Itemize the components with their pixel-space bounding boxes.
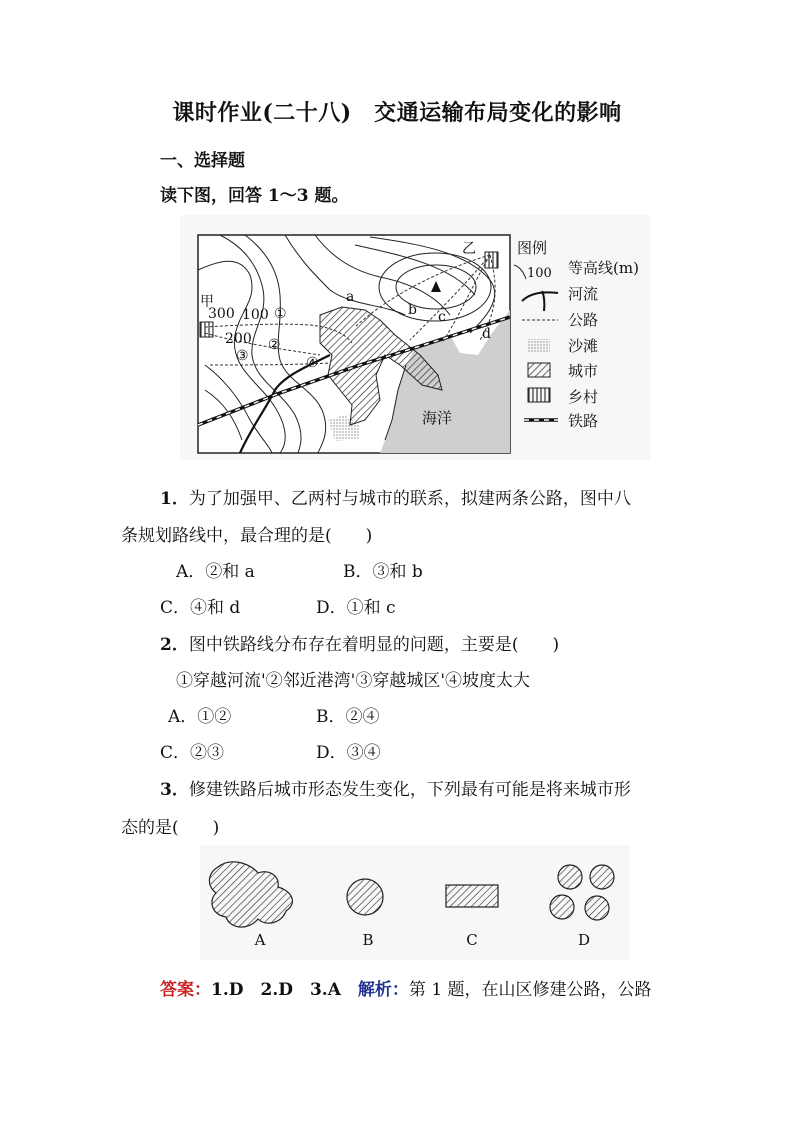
q1-option-a[interactable]: A．②和 a [176, 562, 255, 582]
label-200: 200 [225, 331, 252, 347]
legend-city: 城市 [568, 362, 599, 380]
legend-beach: 沙滩 [568, 337, 599, 355]
answer-values: 1.D 2.D 3.A [211, 980, 341, 1000]
q3-text-line2: 态的是( ) [121, 818, 220, 838]
legend-contour: 等高线(m) [568, 259, 639, 277]
label-yi: 乙 [462, 241, 476, 257]
intro-text: 读下图，回答 1～3 题。 [160, 186, 349, 206]
shape-b-circle [347, 879, 383, 915]
label-300: 300 [208, 306, 235, 322]
label-ra: a [346, 289, 355, 305]
shape-label-a: A [254, 931, 266, 949]
analysis-label: 解析： [357, 980, 409, 1000]
q2-option-a[interactable]: A．①② [168, 707, 232, 727]
legend-road: 公路 [568, 311, 599, 329]
q2-line1 [160, 630, 559, 655]
q1-line1 [160, 484, 631, 509]
q3-number: 3． [160, 780, 189, 800]
shape-label-c: C [466, 931, 478, 949]
section-heading: 一、选择题 [160, 151, 245, 171]
answer-line [160, 975, 652, 1000]
q3-line1 [160, 775, 631, 800]
q1-text-line1: 为了加强甲、乙两村与城市的联系，拟建两条公路，图中八 [188, 489, 631, 509]
label-rc: c [438, 309, 446, 325]
legend-village: 乡村 [568, 388, 599, 406]
village-yi [485, 252, 498, 268]
label-sea: 海洋 [422, 409, 453, 427]
q1-option-b[interactable]: B．③和 b [343, 562, 423, 582]
q1-option-c[interactable]: C．④和 d [160, 598, 241, 618]
shape-c-rectangle [446, 885, 498, 907]
label-r4: ④ [306, 355, 319, 371]
answer-label: 答案： [160, 980, 211, 1000]
q2-option-b[interactable]: B．②④ [316, 707, 380, 727]
legend-river: 河流 [568, 285, 599, 303]
shape-d-circle-1 [558, 865, 582, 889]
transport-map-figure [180, 215, 650, 460]
q2-statements: ①穿越河流'②邻近港湾'③穿越城区'④坡度太大 [176, 671, 531, 691]
shape-d-circle-3 [550, 895, 574, 919]
q2-number: 2． [160, 635, 189, 655]
village-jia [200, 322, 213, 337]
label-r3: ③ [236, 348, 249, 364]
label-r2: ② [268, 337, 281, 353]
page-title: 课时作业(二十八) 交通运输布局变化的影响 [172, 100, 622, 126]
shape-d-circle-2 [590, 865, 614, 889]
analysis-text: 第 1 题，在山区修建公路，公路 [408, 980, 652, 1000]
q1-number: 1． [160, 489, 189, 509]
q2-text-line1: 图中铁路线分布存在着明显的问题，主要是( ) [188, 635, 560, 655]
q3-text-line1: 修建铁路后城市形态发生变化，下列最有可能是将来城市形 [188, 780, 631, 800]
shape-label-b: B [362, 931, 374, 949]
label-rb: b [408, 302, 417, 318]
legend-contour-value: 100 [527, 266, 552, 281]
shape-label-d: D [577, 931, 591, 949]
label-100: 100 [242, 307, 269, 323]
city-shapes-figure [200, 845, 630, 960]
q2-option-c[interactable]: C．②③ [160, 743, 225, 763]
shape-d-circle-4 [585, 896, 609, 920]
label-rd: d [482, 326, 491, 342]
label-jia: 甲 [200, 294, 214, 310]
label-r1: ① [274, 306, 287, 322]
legend-railway: 铁路 [568, 412, 599, 430]
q2-option-d[interactable]: D．③④ [316, 743, 381, 763]
legend-title: 图例 [517, 239, 548, 257]
q1-text-line2: 条规划路线中，最合理的是( ) [121, 526, 373, 546]
q1-option-d[interactable]: D．①和 c [316, 598, 396, 618]
